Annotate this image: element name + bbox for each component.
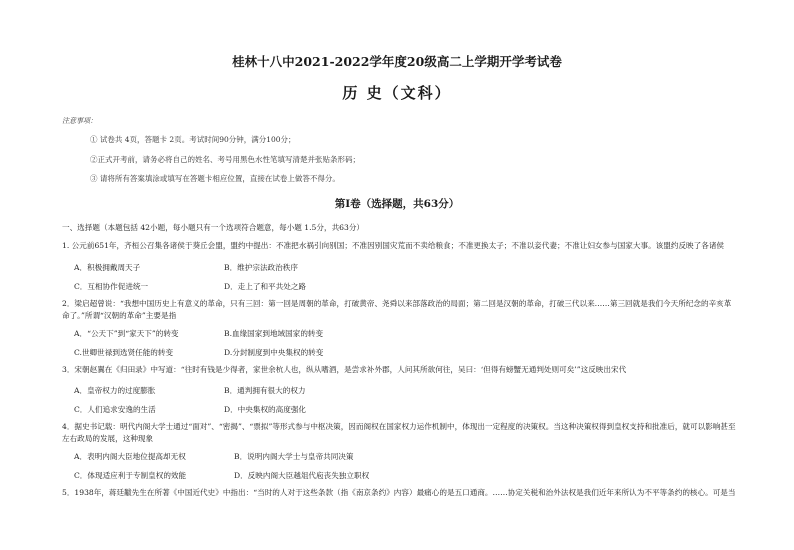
question-1-option-d: D．走上了和平共处之路 [224,282,307,291]
exam-title: 桂林十八中2021-2022学年度20级高二上学期开学考试卷 [232,54,562,69]
notice-item-2: ②正式开考前，请务必将自己的姓名、考号用黑色水性笔填写清楚并张贴条形码； [90,155,360,164]
question-3-stem: 3．宋朝赵翼在《归田录》中写道：“往时有钱是少得者，家世余杭人也，纵从嗜酒，是尝求补外郡，人问其所欲何往，吴曰：‘但得有螃蟹无通判处则可矣’”这反映出宋代 [62,365,627,374]
question-3-option-a: A．皇帝权力的过度膨胀 [74,386,156,395]
notice-heading: 注意事项： [62,117,97,125]
instruction-text: 一、选择题（本题包括 42小题，每小题只有一个选项符合题意，每小题 1.5分，共63分） [62,223,365,232]
question-5-stem: 5．1938年，蒋廷黻先生在所著《中国近代史》中指出：“当时的人对于这些条款（指《南京条约》内容）最痛心的是五口通商。……协定关税和治外法权是我们近年来所认为不平等条约的核心。可是当 [62,488,736,497]
question-3-option-b: B．通判拥有很大的权力 [224,386,306,395]
notice-item-3: ③ 请将所有答案填涂或填写在答题卡相应位置，直接在试卷上做答不得分。 [90,174,340,183]
notice-item-1: ① 试卷共 4页，答题卡 2页。考试时间90分钟，满分100分； [90,135,296,144]
question-1-stem: 1. 公元前651年，齐桓公召集各诸侯于葵丘会盟，盟约中提出：不准把水祸引向别国；不准因别国灾荒而不卖给粮食；不准更换太子；不准以妾代妻；不准让妇女参与国家大事。该盟约反映了各诸侯 [62,241,725,250]
question-2-option-d: D.分封制度到中央集权的转变 [224,348,324,357]
question-3-option-d: D．中央集权的高度强化 [224,405,307,414]
question-4-option-b: B．说明内阁大学士与皇帝共同决策 [234,452,354,461]
question-2-option-a: A．“公天下”到“家天下”的转变 [74,329,179,338]
question-4-stem: 4．据史书记载：明代内阁大学士通过“面对”、“密揭”、“票拟”等形式参与中枢决策，因而阁权在国家权力运作机制中，体现出一定程度的决策权。当这种决策权得到皇权支持和批准后，就可以影响甚至左右政局的发展，这种现象 [62,422,736,443]
question-4-option-d: D．反映内阁大臣越俎代庖丧失独立职权 [234,471,370,480]
question-2-stem: 2．梁启超曾说：“我想中国历史上有意义的革命，只有三回：第一回是周朝的革命，打破黄帝、尧舜以来部落政治的局面；第二回是汉朝的革命，打破三代以来……第三回就是我们今天所纪念的辛亥革命了。”所谓“汉朝的革命”主要是指 [62,299,732,320]
question-3-option-c: C．人们追求安逸的生活 [74,405,156,414]
subject-title: 历 史（文科） [342,84,452,102]
question-1-option-b: B．维护宗法政治秩序 [224,263,298,272]
question-2-option-b: B.血缘国家到地域国家的转变 [224,329,324,338]
question-2-option-c: C.世卿世禄到选贤任能的转变 [74,348,174,357]
question-4-option-a: A．表明内阁大臣地位提高却无权 [74,452,186,461]
question-1-option-a: A．积极拥戴周天子 [74,263,141,272]
question-4-option-c: C．体现适应利于专制皇权的效能 [74,471,187,480]
question-1-option-c: C．互相协作促进统一 [74,282,149,291]
section-title: 第Ⅰ卷（选择题，共63分） [334,198,460,210]
